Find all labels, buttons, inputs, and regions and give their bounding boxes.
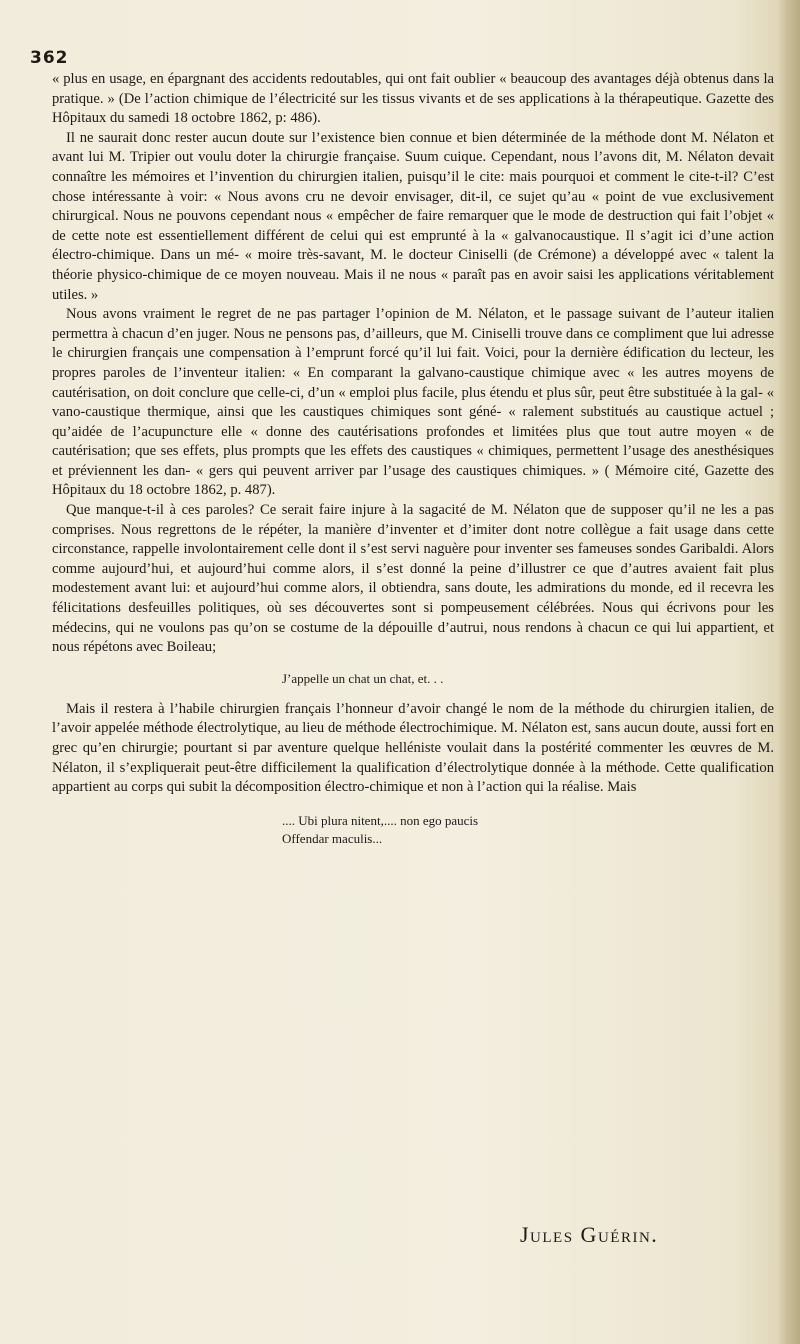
paragraph-2: Il ne saurait donc rester aucun doute sur l’existence bien connue et bien déterminée de la méthode dont M. Nélaton et avant lui M. Tripier out voulu doter la chirurgie française. Suum cuique. Cependant, nous l’avons dit, M. Nélaton devait connaître les mémoires et l’invention du chirurgien italien, puisqu’il le cite: mais pourquoi et comment le cite-t-il? C’est chose intéressante à voir: « Nous avons cru ne devoir envisager, dit-il, ce sujet qu’au « point de vue exclusivement chirurgical. Nous ne pouvons cependant nous « empêcher de faire remarquer que le mode de destruction qui fait l’objet « de cette note est essentiellement différent de celui qui est emprunté à la « galvanocaustique. Il s’agit ici d’une action électro-chimique. Dans un mé- « moire très-savant, M. le docteur Ciniselli (de Crémone) a développé avec « talent la théorie physico-chimique de ce moyen nouveau. Mais il ne nous « paraît pas en avoir saisi les applications véritablement utiles. »	[52, 129, 774, 303]
boileau-quote: J’appelle un chat un chat, et. . .	[282, 670, 444, 686]
paragraph-5: Mais il restera à l’habile chirurgien français l’honneur d’avoir changé le nom de la méthode du chirurgien italien, de l’avoir appelée méthode électrolytique, au lieu de méthode électrochimique. M. Nélaton est, sans aucun doute, aussi fort en grec qu’en chirurgie; pourtant si par aventure quelque helléniste voulait dans la postérité commenter les œuvres de M. Nélaton, il s’expliquerait peut-être difficilement la qualification d’électrolytique donnée à la méthode. Cette qualification appartient au corps qui subit la décomposition électro-chimique et non à l’action qui la réalise. Mais	[52, 700, 774, 796]
latin-quote-line-1: .... Ubi plura nitent,.... non ego paucis	[282, 812, 479, 828]
latin-quote-line-2: Offendar maculis...	[282, 830, 383, 846]
article-body	[52, 70, 774, 860]
paragraph-4: Que manque-t-il à ces paroles? Ce serait faire injure à la sagacité de M. Nélaton que de supposer qu’il ne les a pas comprises. Nous regrettons de le répéter, la manière d’inventer et d’imiter dont notre collègue a fait usage dans cette circonstance, rappelle involontairement celle dont il s’est servi naguère pour inventer ses fameuses sondes Garibaldi. Alors comme aujourd’hui, et aujourd’hui comme alors, il s’est donné la peine d’illustrer ce que d’autres avaient fait plus modestement avant lui: et aujourd’hui comme alors, il obtiendra, sans doute, les admirations du monde, ed il recevra les félicitations desfeuilles politiques, où ses découvertes sont si pompeusement célébrées. Nous qui écrivons pour les médecins, qui ne voulons pas qu’on se costume de la dépouille d’autrui, nous rendons à chacun ce qui lui appartient, et nous répétons avec Boileau;	[52, 502, 774, 656]
author-signature: Jules Guérin.	[520, 1222, 659, 1247]
page-number: 362	[30, 48, 69, 68]
paragraph-3: Nous avons vraiment le regret de ne pas partager l’opinion de M. Nélaton, et le passage suivant de l’auteur italien permettra à chacun d’en juger. Nous ne pensons pas, d’ailleurs, que M. Ciniselli trouve dans ce compliment que lui adresse le chirurgien français une compensation à l’emprunt forcé qu’il lui fait. Voici, pour la dernière édification du lecteur, les propres paroles de l’inventeur italien: « En comparant la galvano-caustique chimique avec « les autres moyens de cautérisation, on doit conclure que celle-ci, d’un « emploi plus facile, plus étendu et plus sûr, peut être substituée à la gal- « vano-caustique thermique, ainsi que les caustiques chimiques sont géné- « ralement substitués au caustique actuel ; qu’aidée de l’acupuncture elle « donne des cautérisations profondes et limitées plus que tout autre moyen « de cautérisation; que ses effets, plus prompts que les effets des caustiques « chimiques, permettent l’usage des anesthésiques et préviennent les dan- « gers qui peuvent arriver par l’usage des caustiques chimiques. » ( Mémoire cité, Gazette des Hôpitaux du 18 octobre 1862, p. 487).	[52, 306, 774, 499]
paragraph-1: « plus en usage, en épargnant des accidents redoutables, qui ont fait oublier « beaucoup des avantages déjà obtenus dans la pratique. » (De l’action chimique de l’électricité sur les tissus vivants et de ses applications à la thérapeutique. Gazette des Hôpitaux du samedi 18 octobre 1862, p: 486).	[52, 71, 774, 127]
page-edge	[778, 0, 800, 1344]
